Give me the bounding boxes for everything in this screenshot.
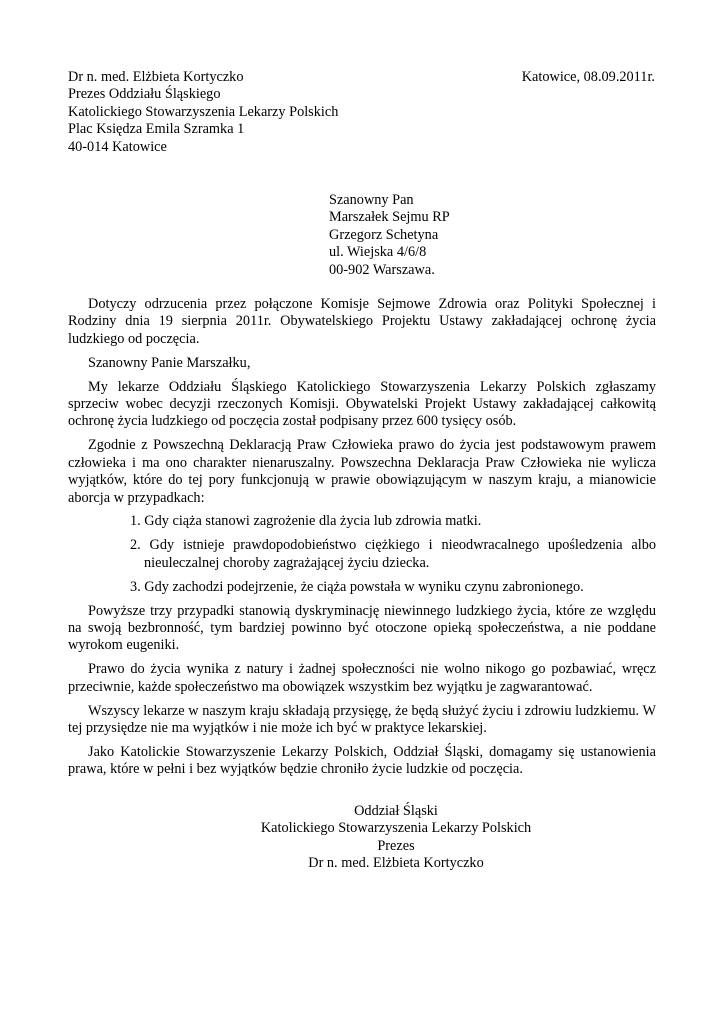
signature-branch: Oddział Śląski <box>354 803 438 819</box>
letter-date: Katowice, 08.09.2011r. <box>521 69 655 85</box>
signature-role: Prezes <box>377 837 415 854</box>
salutation: Szanowny Panie Marszałku, <box>88 354 251 371</box>
signature-organization: Katolickiego Stowarzyszenia Lekarzy Polskich <box>260 820 532 837</box>
recipient-address-block <box>329 192 450 279</box>
abortion-cases-list <box>68 513 656 596</box>
sender-name: Dr n. med. Elżbieta Kortyczko <box>68 69 244 85</box>
recipient-city: 00-902 Warszawa. <box>329 261 435 278</box>
recipient-street: ul. Wiejska 4/6/8 <box>329 244 427 261</box>
body-paragraph: My lekarze Oddziału Śląskiego Katolickiego Stowarzyszenia Lekarzy Polskich zgłaszamy sprzeciw wobec decyzji rzeczonych Komisji. Obywatelski Projekt Ustawy zakładającej całkowitą ochronę życia ludzkiego od poczęcia został podpisany przez 600 tysięcy osób. <box>68 378 656 430</box>
recipient-greeting: Szanowny Pan <box>329 192 414 208</box>
signature-block <box>68 803 724 873</box>
letter-body <box>68 296 656 785</box>
subject-paragraph: Dotyczy odrzucenia przez połączone Komisje Sejmowe Zdrowia oraz Polityki Społecznej i Rodziny dnia 19 sierpnia 2011r. Obywatelskiego Projektu Ustawy zakładającej ochronę życia ludzkiego od poczęcia. <box>68 296 656 347</box>
list-item: 3. Gdy zachodzi podejrzenie, że ciąża powstała w wyniku czynu zabronionego. <box>130 578 584 595</box>
signature-name: Dr n. med. Elżbieta Kortyczko <box>308 855 484 872</box>
body-paragraph: Powyższe trzy przypadki stanowią dyskryminację niewinnego ludzkiego życia, które ze względu na swoją bezbronność, tym bardziej powinno być otoczone opieką społeczeństwa, a nie poddane wyrokom eugeniki. <box>68 602 656 654</box>
sender-address-block <box>68 69 338 156</box>
body-paragraph: Zgodnie z Powszechną Deklaracją Praw Człowieka prawo do życia jest podstawowym prawem człowieka i ma ono charakter nienaruszalny. Powszechna Deklaracja Praw Człowieka nie wylicza wyjątków, które do tej pory funkcjonują w prawie obowiązującym w naszym kraju, a mianowicie aborcja w przypadkach: <box>68 437 656 506</box>
body-paragraph: Wszyscy lekarze w naszym kraju składają przysięgę, że będą służyć życiu i zdrowiu ludzkiemu. W tej przysiędze nie ma wyjątków i nie może ich być w praktyce lekarskiej. <box>68 702 656 737</box>
sender-organization: Katolickiego Stowarzyszenia Lekarzy Polskich <box>68 103 339 120</box>
sender-title: Prezes Oddziału Śląskiego <box>68 86 221 103</box>
recipient-title: Marszałek Sejmu RP <box>329 209 450 226</box>
list-item: 2. Gdy istnieje prawdopodobieństwo ciężkiego i nieodwracalnego upośledzenia albo nieuleczalnej choroby zagrażającej życiu dziecka. <box>130 537 656 571</box>
sender-city: 40-014 Katowice <box>68 138 167 155</box>
body-paragraph: Prawo do życia wynika z natury i żadnej społeczności nie wolno nikogo go pozbawiać, wręcz przeciwnie, każde społeczeństwo ma obowiązek wszystkim bez wyjątku je zagwarantować. <box>68 661 656 695</box>
body-paragraph: Jako Katolickie Stowarzyszenie Lekarzy Polskich, Oddział Śląski, domagamy się ustanowienia prawa, które w pełni i bez wyjątków będzie chroniło życie ludzkie od poczęcia. <box>68 743 656 778</box>
list-item: 1. Gdy ciąża stanowi zagrożenie dla życia lub zdrowia matki. <box>130 513 482 530</box>
sender-street: Plac Księdza Emila Szramka 1 <box>68 121 245 138</box>
recipient-name: Grzegorz Schetyna <box>329 226 439 243</box>
